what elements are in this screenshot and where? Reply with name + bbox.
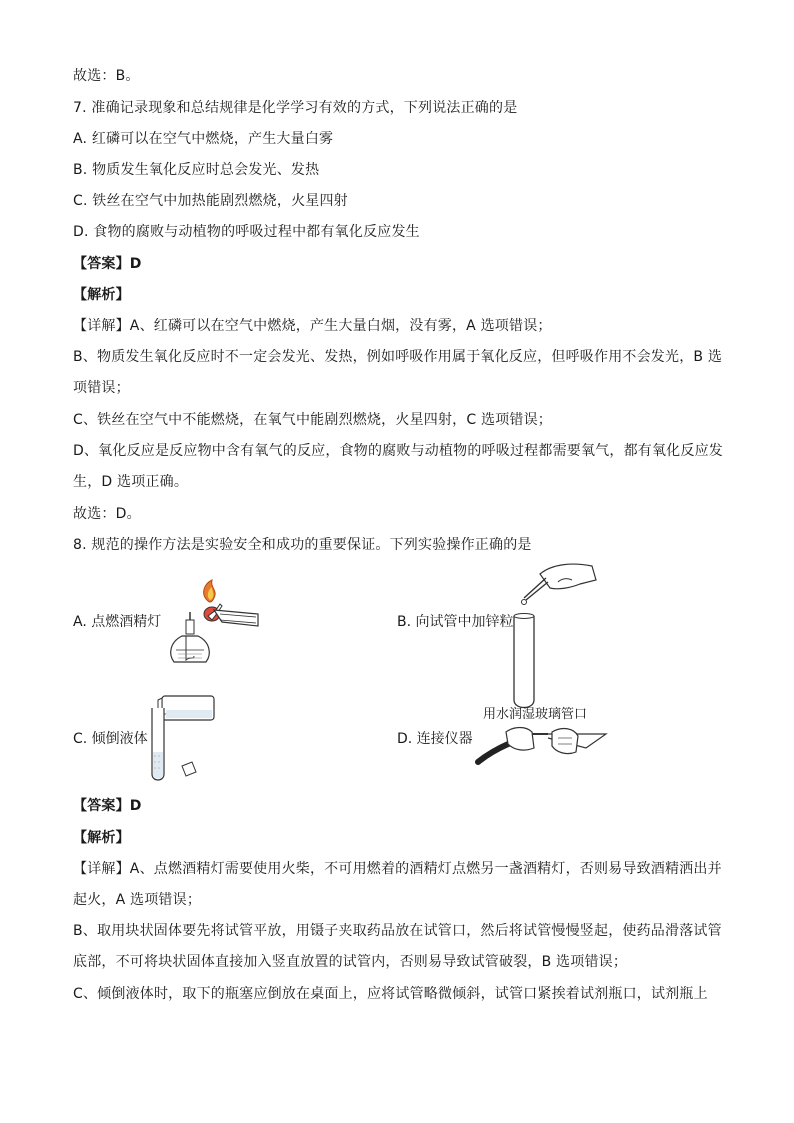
- connecting-tube-figure: [474, 718, 610, 768]
- answer-label: 【答案】D: [73, 256, 142, 272]
- explanation-line: C、倾倒液体时，取下的瓶塞应倒放在桌面上，应将试管略微倾斜，试管口紧挨着试剂瓶口，试剂瓶上: [73, 986, 708, 1002]
- test-tube-zinc-figure: [500, 560, 604, 710]
- explanation-line: B、物质发生氧化反应时不一定会发光、发热，例如呼吸作用属于氧化反应，但呼吸作用不会发光，B 选: [73, 349, 723, 365]
- option-line: C. 铁丝在空气中加热能剧烈燃烧，火星四射: [73, 193, 348, 209]
- text-line: 故选：B。: [73, 68, 140, 84]
- answer-label: 【答案】D: [73, 798, 142, 814]
- option-line: B. 物质发生氧化反应时总会发光、发热: [73, 162, 320, 178]
- analysis-label: 【解析】: [73, 287, 130, 303]
- option-b-label: B. 向试管中加锌粒: [397, 614, 514, 630]
- text-line: 故选：D。: [73, 506, 141, 522]
- explanation-line: 底部，不可将块状固体直接加入竖直放置的试管内，否则易导致试管破裂，B 选项错误；: [73, 954, 628, 970]
- explanation-line: 【详解】A、红磷可以在空气中燃烧，产生大量白烟，没有雾，A 选项错误；: [73, 318, 552, 334]
- option-d-caption: 用水润湿玻璃管口: [483, 707, 588, 722]
- analysis-label: 【解析】: [73, 830, 130, 846]
- explanation-line: 生，D 选项正确。: [73, 474, 189, 490]
- question-8: 8. 规范的操作方法是实验安全和成功的重要保证。下列实验操作正确的是: [73, 537, 532, 553]
- explanation-line: D、氧化反应是反应物中含有氧气的反应，食物的腐败与动植物的呼吸过程都需要氧气，都有氧化反应发: [73, 443, 723, 459]
- explanation-line: 【详解】A、点燃酒精灯需要使用火柴，不可用燃着的酒精灯点燃另一盏酒精灯，否则易导致酒精洒出并: [73, 861, 722, 877]
- option-a-label: A. 点燃酒精灯: [73, 614, 162, 630]
- explanation-line: B、取用块状固体要先将试管平放，用镊子夹取药品放在试管口，然后将试管慢慢竖起，使药品滑落试管: [73, 923, 722, 939]
- explanation-line: C、铁丝在空气中不能燃烧，在氧气中能剧烈燃烧，火星四射，C 选项错误；: [73, 412, 552, 428]
- option-c-label: C. 倾倒液体: [73, 731, 148, 747]
- option-d-label: D. 连接仪器: [397, 731, 473, 747]
- question-7: 7. 准确记录现象和总结规律是化学学习有效的方式，下列说法正确的是: [73, 100, 518, 116]
- option-line: A. 红磷可以在空气中燃烧，产生大量白雾: [73, 131, 334, 147]
- alcohol-lamp-figure: [160, 576, 264, 668]
- option-line: D. 食物的腐败与动植物的呼吸过程中都有氧化反应发生: [73, 224, 420, 240]
- explanation-line: 项错误；: [73, 380, 130, 396]
- pouring-liquid-figure: [148, 690, 218, 782]
- explanation-line: 起火，A 选项错误；: [73, 892, 202, 908]
